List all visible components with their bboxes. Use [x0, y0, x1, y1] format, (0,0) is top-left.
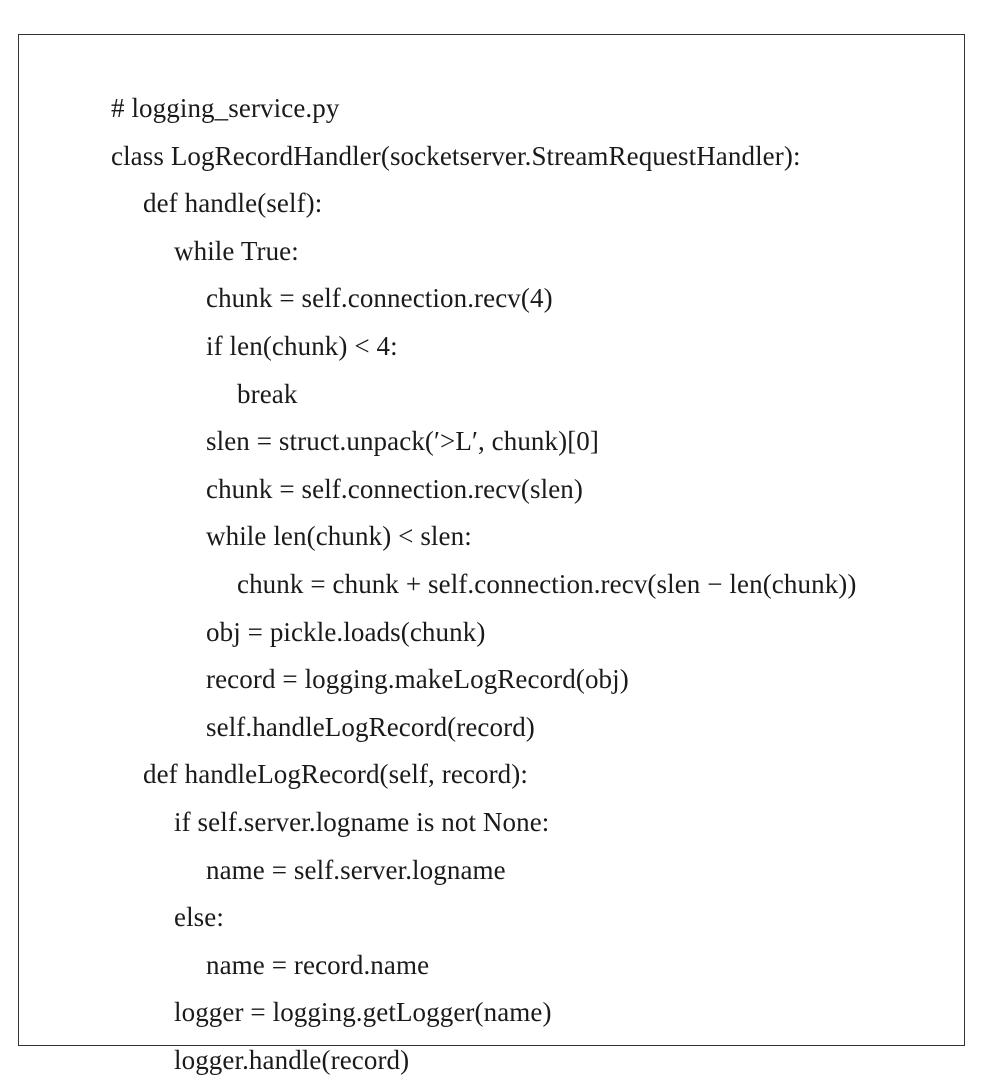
- code-line: while True:: [174, 235, 299, 266]
- code-line: if len(chunk) < 4:: [206, 330, 398, 361]
- code-line: chunk = self.connection.recv(4): [206, 283, 553, 314]
- code-line: chunk = chunk + self.connection.recv(slen − len(chunk)): [237, 568, 857, 599]
- code-line: slen = struct.unpack(′>L′, chunk)[0]: [206, 426, 600, 457]
- code-lines: [19, 85, 856, 1084]
- code-line: # logging_service.py: [111, 93, 340, 123]
- code-line: name = record.name: [206, 949, 430, 980]
- code-line: self.handleLogRecord(record): [206, 711, 535, 742]
- code-line: while len(chunk) < slen:: [206, 521, 472, 552]
- code-line: else:: [174, 902, 224, 933]
- code-listing-box: [18, 34, 965, 1075]
- code-line: if self.server.logname is not None:: [174, 806, 550, 837]
- code-line: chunk = self.connection.recv(slen): [206, 473, 583, 504]
- code-line: class LogRecordHandler(socketserver.StreamRequestHandler):: [111, 140, 801, 171]
- code-line: logger = logging.getLogger(name): [174, 997, 552, 1028]
- code-line: def handle(self):: [143, 188, 323, 219]
- code-line: record = logging.makeLogRecord(obj): [206, 664, 629, 695]
- code-line: logger.handle(record): [174, 1044, 410, 1075]
- code-line: def handleLogRecord(self, record):: [143, 759, 528, 790]
- code-line: break: [237, 378, 298, 409]
- code-line: obj = pickle.loads(chunk): [206, 616, 486, 647]
- code-line: name = self.server.logname: [206, 854, 506, 885]
